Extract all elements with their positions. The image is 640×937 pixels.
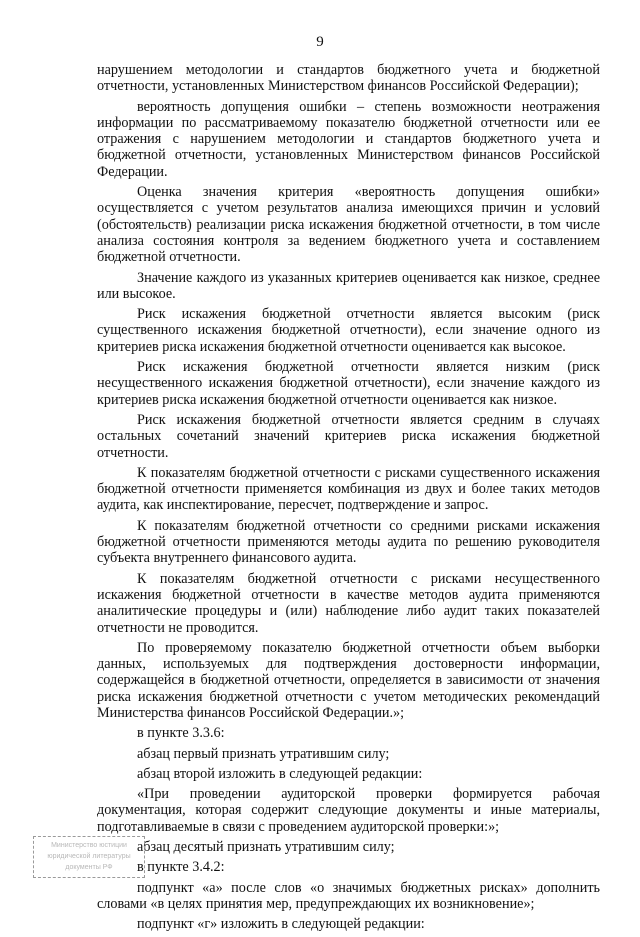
paragraph: в пункте 3.4.2: bbox=[137, 859, 225, 876]
paragraph: в пункте 3.3.6: bbox=[137, 725, 225, 742]
paragraph: абзац первый признать утратившим силу; bbox=[137, 745, 390, 762]
registration-stamp bbox=[33, 836, 145, 878]
paragraph: Риск искажения бюджетной отчетности является низким (риск несущественного искажения бюджетной отчетности), если значение каждого из критериев риска искажения бюджетной отчетности оценивается как низкое. bbox=[97, 359, 600, 408]
paragraph: подпункт «г» изложить в следующей редакции: bbox=[137, 916, 425, 933]
stamp-line: Министерство юстиции bbox=[51, 842, 127, 849]
paragraph: абзац десятый признать утратившим силу; bbox=[137, 839, 395, 856]
paragraph: Значение каждого из указанных критериев оценивается как низкое, среднее или высокое. bbox=[97, 269, 600, 302]
paragraph: Риск искажения бюджетной отчетности является высоким (риск существенного искажения бюджетной отчетности), если значение одного из критериев риска искажения бюджетной отчетности оценивается как высокое. bbox=[97, 306, 600, 355]
paragraph: По проверяемому показателю бюджетной отчетности объем выборки данных, используемых для подтверждения достоверности информации, содержащейся в бюджетной отчетности, определяется в зависимости от значения риска искажения бюджетной отчетности с учетом методических рекомендаций Министерства финансов Российской Федерации.»; bbox=[97, 639, 600, 721]
paragraph: К показателям бюджетной отчетности со средними рисками искажения бюджетной отчетности применяются методы аудита по решению руководителя субъекта внутреннего финансового аудита. bbox=[97, 517, 600, 567]
stamp-line: юридической литературы bbox=[47, 853, 131, 860]
paragraph: абзац второй изложить в следующей редакции: bbox=[137, 765, 423, 782]
paragraph: вероятность допущения ошибки – степень возможности неотражения информации по рассматриваемому показателю бюджетной отчетности или ее отражения с нарушением методологии и стандартов бюджетного учета и бюджетной отчетности, установленных Министерством финансов Российской Федерации. bbox=[97, 98, 600, 180]
document-body bbox=[97, 62, 600, 937]
paragraph: К показателям бюджетной отчетности с рисками существенного искажения бюджетной отчетности применяется комбинация из двух и более таких методов аудита, как инспектирование, пересчет, подтверждение и запрос. bbox=[97, 464, 600, 514]
paragraph: подпункт «а» после слов «о значимых бюджетных рисках» дополнить словами «в целях принятия мер, предупреждающих их возникновение»; bbox=[97, 879, 600, 912]
paragraph: Риск искажения бюджетной отчетности является средним в случаях остальных сочетаний значений критериев риска искажения бюджетной отчетности. bbox=[97, 411, 600, 461]
stamp-line: документы РФ bbox=[65, 864, 113, 871]
paragraph: Оценка значения критерия «вероятность допущения ошибки» осуществляется с учетом результатов анализа имеющихся причин и условий (обстоятельств) реализации риска искажения бюджетной отчетности, в том числе анализа состояния контроля за ведением бюджетного учета и составлением бюджетной отчетности. bbox=[97, 184, 600, 266]
paragraph: нарушением методологии и стандартов бюджетного учета и бюджетной отчетности, установленных Министерством финансов Российской Федерации); bbox=[97, 62, 600, 95]
paragraph: К показателям бюджетной отчетности с рисками несущественного искажения бюджетной отчетности в качестве методов аудита применяются аналитические процедуры и (или) наблюдение либо аудит таких показателей отчетности не проводится. bbox=[97, 570, 600, 636]
page-number: 9 bbox=[316, 34, 324, 50]
paragraph: «При проведении аудиторской проверки формируется рабочая документация, которая содержит следующие документы и иные материалы, подготавливаемые в связи с проведением аудиторской проверки:»; bbox=[97, 786, 600, 835]
